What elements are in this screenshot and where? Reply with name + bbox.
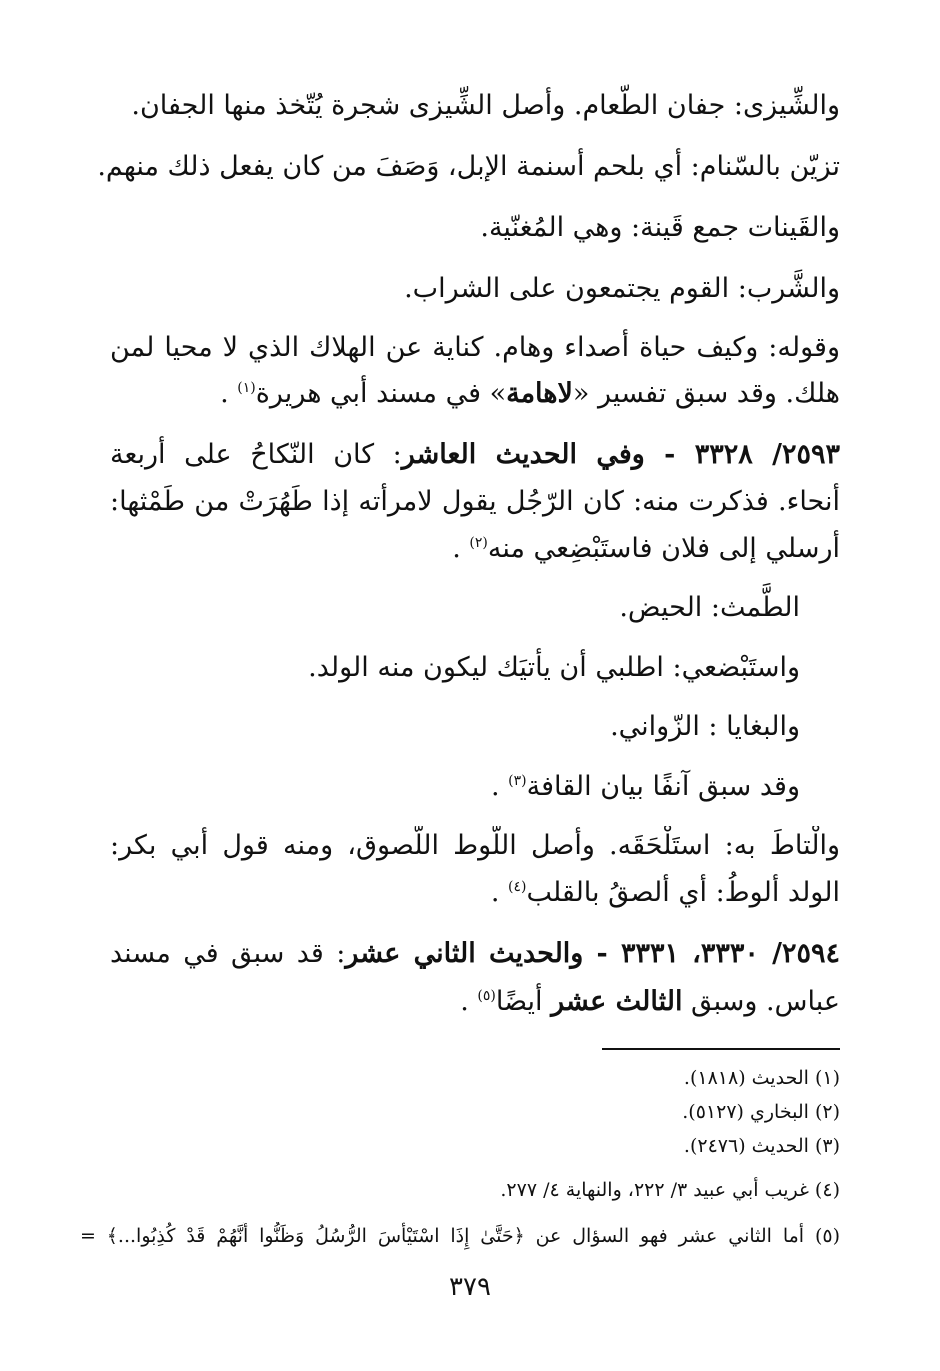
text-line: واستَبْضعي: اطلبي أن يأتيَك ليكون منه الولد. (308, 652, 800, 683)
text-line: تزيّن بالسّنام: أي بلحم أسنمة الإبل، وَصَفَ من كان يفعل ذلك منهم. (97, 151, 840, 182)
text-run: هلك. وقد سبق تفسير « (572, 378, 840, 409)
footnote-ref[interactable]: (٢) (469, 535, 488, 551)
text-run: . (452, 533, 470, 564)
footnote-ref[interactable]: (٥) (477, 988, 496, 1004)
text-line (491, 873, 840, 913)
footnote: (٤) غريب أبي عبيد ٣/ ٢٢٢، والنهاية ٤/ ٢٧٧. (500, 1179, 840, 1201)
page-number: ٣٧٩ (449, 1272, 491, 1302)
text-line (452, 529, 840, 569)
text-run: أرسلي إلى فلان فاستَبْضِعي منه (487, 533, 840, 564)
text-line (460, 982, 840, 1022)
text-run: » في مسند أبي هريرة (255, 378, 507, 409)
bold-term: لاهامة (506, 378, 573, 409)
text-line: وقوله: وكيف حياة أصداء وهام. كناية عن الهلاك الذي لا محيا لمن (110, 332, 840, 363)
text-run: : قد سبق في مسند (110, 938, 346, 969)
text-line: والشَّرب: القوم يجتمعون على الشراب. (404, 273, 840, 304)
hadith-heading-line (110, 934, 840, 974)
footnote-ref[interactable]: (٤) (508, 879, 527, 895)
text-run: أيضًا (495, 986, 552, 1017)
text-run: . (460, 986, 478, 1017)
text-line (220, 374, 840, 414)
footnote-ref[interactable]: (١) (237, 380, 256, 396)
text-line: والْتاطَ به: استَلْحَقَه. وأصل اللَّوط اللُّصوق، ومنه قول أبي بكر: (110, 830, 840, 861)
hadith-number: ٢٥٩٤/ ٣٣٣٠، ٣٣٣١ - والحديث الثاني عشر (345, 938, 840, 969)
text-line: والشِّيزى: جفان الطّعام. وأصل الشِّيزى شجرة يُتّخذ منها الجفان. (131, 90, 840, 121)
text-run: الولد ألوطُ: أي ألصقُ بالقلب (526, 877, 840, 908)
text-run: . (490, 877, 508, 908)
footnote-ref[interactable]: (٣) (508, 773, 527, 789)
footnote: (٣) الحديث (٢٤٧٦). (683, 1135, 840, 1157)
text-line: والقَينات جمع قَينة: وهي المُغنّية. (480, 212, 840, 243)
text-run: وقد سبق آنفًا بيان القافة (526, 771, 800, 802)
hadith-number: ٢٥٩٣/ ٣٣٢٨ - وفي الحديث العاشر (401, 439, 840, 470)
text-run: . (491, 771, 509, 802)
text-run: . (220, 378, 238, 409)
footnote: (٢) البخاري (٥١٢٧). (682, 1101, 840, 1123)
hadith-heading-line (110, 435, 840, 475)
bold-term: الثالث عشر (551, 986, 683, 1017)
text-line (491, 767, 800, 807)
text-line: والبغايا : الزّواني. (610, 711, 800, 742)
text-run: : كان النّكاحُ على أربعة (110, 439, 402, 470)
text-line: الطَّمث: الحيض. (619, 592, 800, 623)
text-run: عباس. وسبق (682, 986, 840, 1017)
text-line: أنحاء. فذكرت منه: كان الرّجُل يقول لامرأته إذا طَهُرَتْ من طَمْثها: (110, 486, 840, 517)
footnote: (١) الحديث (١٨١٨). (683, 1067, 840, 1089)
footnote: (٥) أما الثاني عشر فهو السؤال عن ﴿حَتَّىٰ إِذَا اسْتَيْأَسَ الرُّسُلُ وَظَنُّوا أَنَّهُمْ قَدْ كُذِبُوا...﴾ = (80, 1225, 840, 1247)
footnote-divider (602, 1048, 840, 1050)
